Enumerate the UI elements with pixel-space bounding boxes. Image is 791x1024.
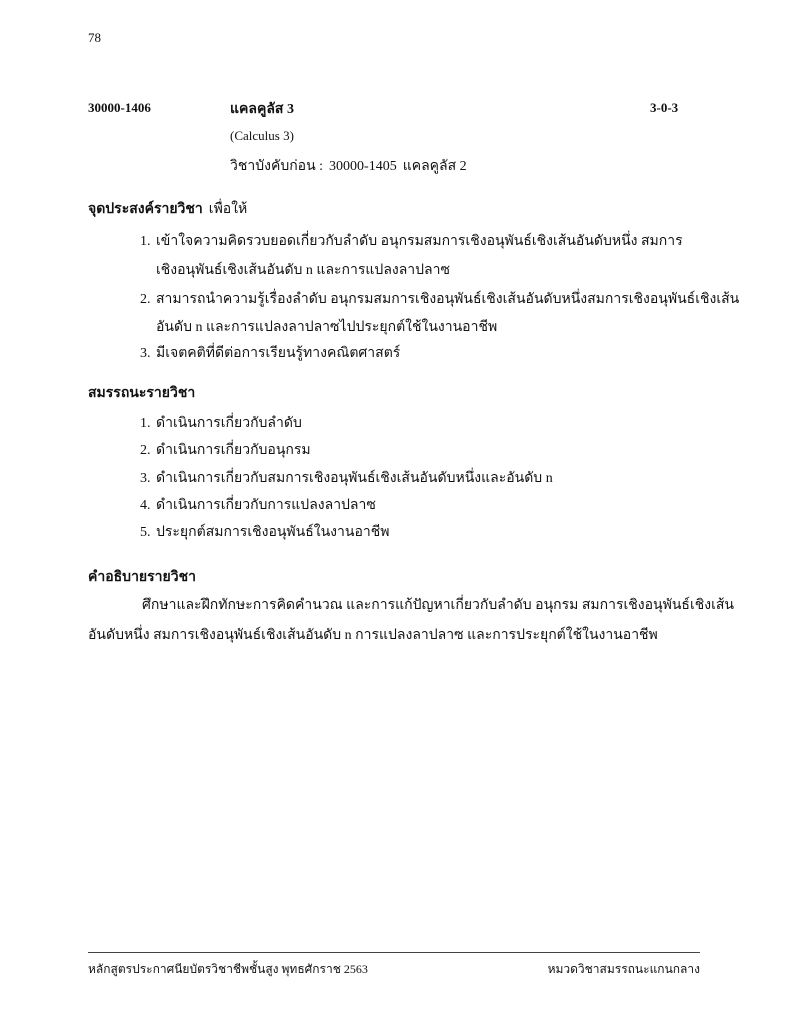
competency-number: 1.: [140, 416, 151, 431]
objective-text-continued: เชิงอนุพันธ์เชิงเส้นอันดับ n และการแปลงลาปลาซ: [156, 263, 450, 278]
competency-item: [140, 521, 389, 543]
footer-category: หมวดวิชาสมรรถนะแกนกลาง: [547, 962, 700, 976]
competencies-heading: สมรรถนะรายวิชา: [88, 386, 196, 401]
competency-number: 3.: [140, 471, 151, 486]
objective-text: สามารถนำความรู้เรื่องลำดับ อนุกรมสมการเชิงอนุพันธ์เชิงเส้นอันดับหนึ่งสมการเชิงอนุพันธ์เชิงเส้น: [156, 292, 740, 307]
competency-text: ดำเนินการเกี่ยวกับอนุกรม: [156, 443, 311, 458]
page-number: 78: [88, 30, 101, 45]
objective-number: 1.: [140, 234, 151, 249]
objective-item: [140, 288, 739, 310]
objectives-heading-suffix: เพื่อให้: [208, 202, 248, 217]
objective-number: 3.: [140, 346, 151, 361]
competency-item: [140, 467, 553, 489]
competency-number: 5.: [140, 525, 151, 540]
objective-text-continued: อันดับ n และการแปลงลาปลาซไปประยุกต์ใช้ในงานอาชีพ: [156, 320, 498, 335]
objective-item: [140, 342, 400, 364]
objective-item: [140, 230, 683, 252]
competency-text: ดำเนินการเกี่ยวกับลำดับ: [156, 416, 302, 431]
course-code: 30000-1406: [88, 100, 151, 115]
objective-number: 2.: [140, 292, 151, 307]
description-heading: คำอธิบายรายวิชา: [88, 570, 196, 585]
competency-text: ประยุกต์สมการเชิงอนุพันธ์ในงานอาชีพ: [156, 525, 390, 540]
competency-item: [140, 439, 311, 461]
prerequisite-title: แคลคูลัส 2: [402, 159, 467, 174]
objective-text: เข้าใจความคิดรวบยอดเกี่ยวกับลำดับ อนุกรมสมการเชิงอนุพันธ์เชิงเส้นอันดับหนึ่ง สมการ: [156, 234, 683, 249]
competency-number: 2.: [140, 443, 151, 458]
competency-text: ดำเนินการเกี่ยวกับสมการเชิงอนุพันธ์เชิงเส้นอันดับหนึ่งและอันดับ n: [156, 471, 553, 486]
course-credits: 3-0-3: [650, 100, 679, 115]
prerequisite-code: 30000-1405: [329, 159, 397, 174]
prerequisite-label: วิชาบังคับก่อน :: [230, 159, 324, 174]
course-title-thai: แคลคูลัส 3: [230, 102, 294, 117]
footer-curriculum: หลักสูตรประกาศนียบัตรวิชาชีพชั้นสูง พุทธศักราช 2563: [88, 962, 368, 976]
competency-text: ดำเนินการเกี่ยวกับการแปลงลาปลาซ: [156, 498, 376, 513]
description-text-continued: อันดับหนึ่ง สมการเชิงอนุพันธ์เชิงเส้นอันดับ n การแปลงลาปลาซ และการประยุกต์ใช้ในงานอาชีพ: [88, 628, 658, 643]
description-text: ศึกษาและฝึกทักษะการคิดคำนวณ และการแก้ปัญหาเกี่ยวกับลำดับ อนุกรม สมการเชิงอนุพันธ์เชิงเส้น: [142, 598, 734, 613]
competency-item: [140, 412, 302, 434]
footer-divider: [88, 952, 700, 953]
objectives-heading-text: จุดประสงค์รายวิชา: [88, 202, 203, 217]
prerequisite: [230, 155, 473, 177]
course-title-english: (Calculus 3): [230, 128, 294, 143]
objective-text: มีเจตคติที่ดีต่อการเรียนรู้ทางคณิตศาสตร์: [156, 346, 401, 361]
competency-number: 4.: [140, 498, 151, 513]
competency-item: [140, 494, 376, 516]
objectives-heading: [88, 198, 247, 220]
